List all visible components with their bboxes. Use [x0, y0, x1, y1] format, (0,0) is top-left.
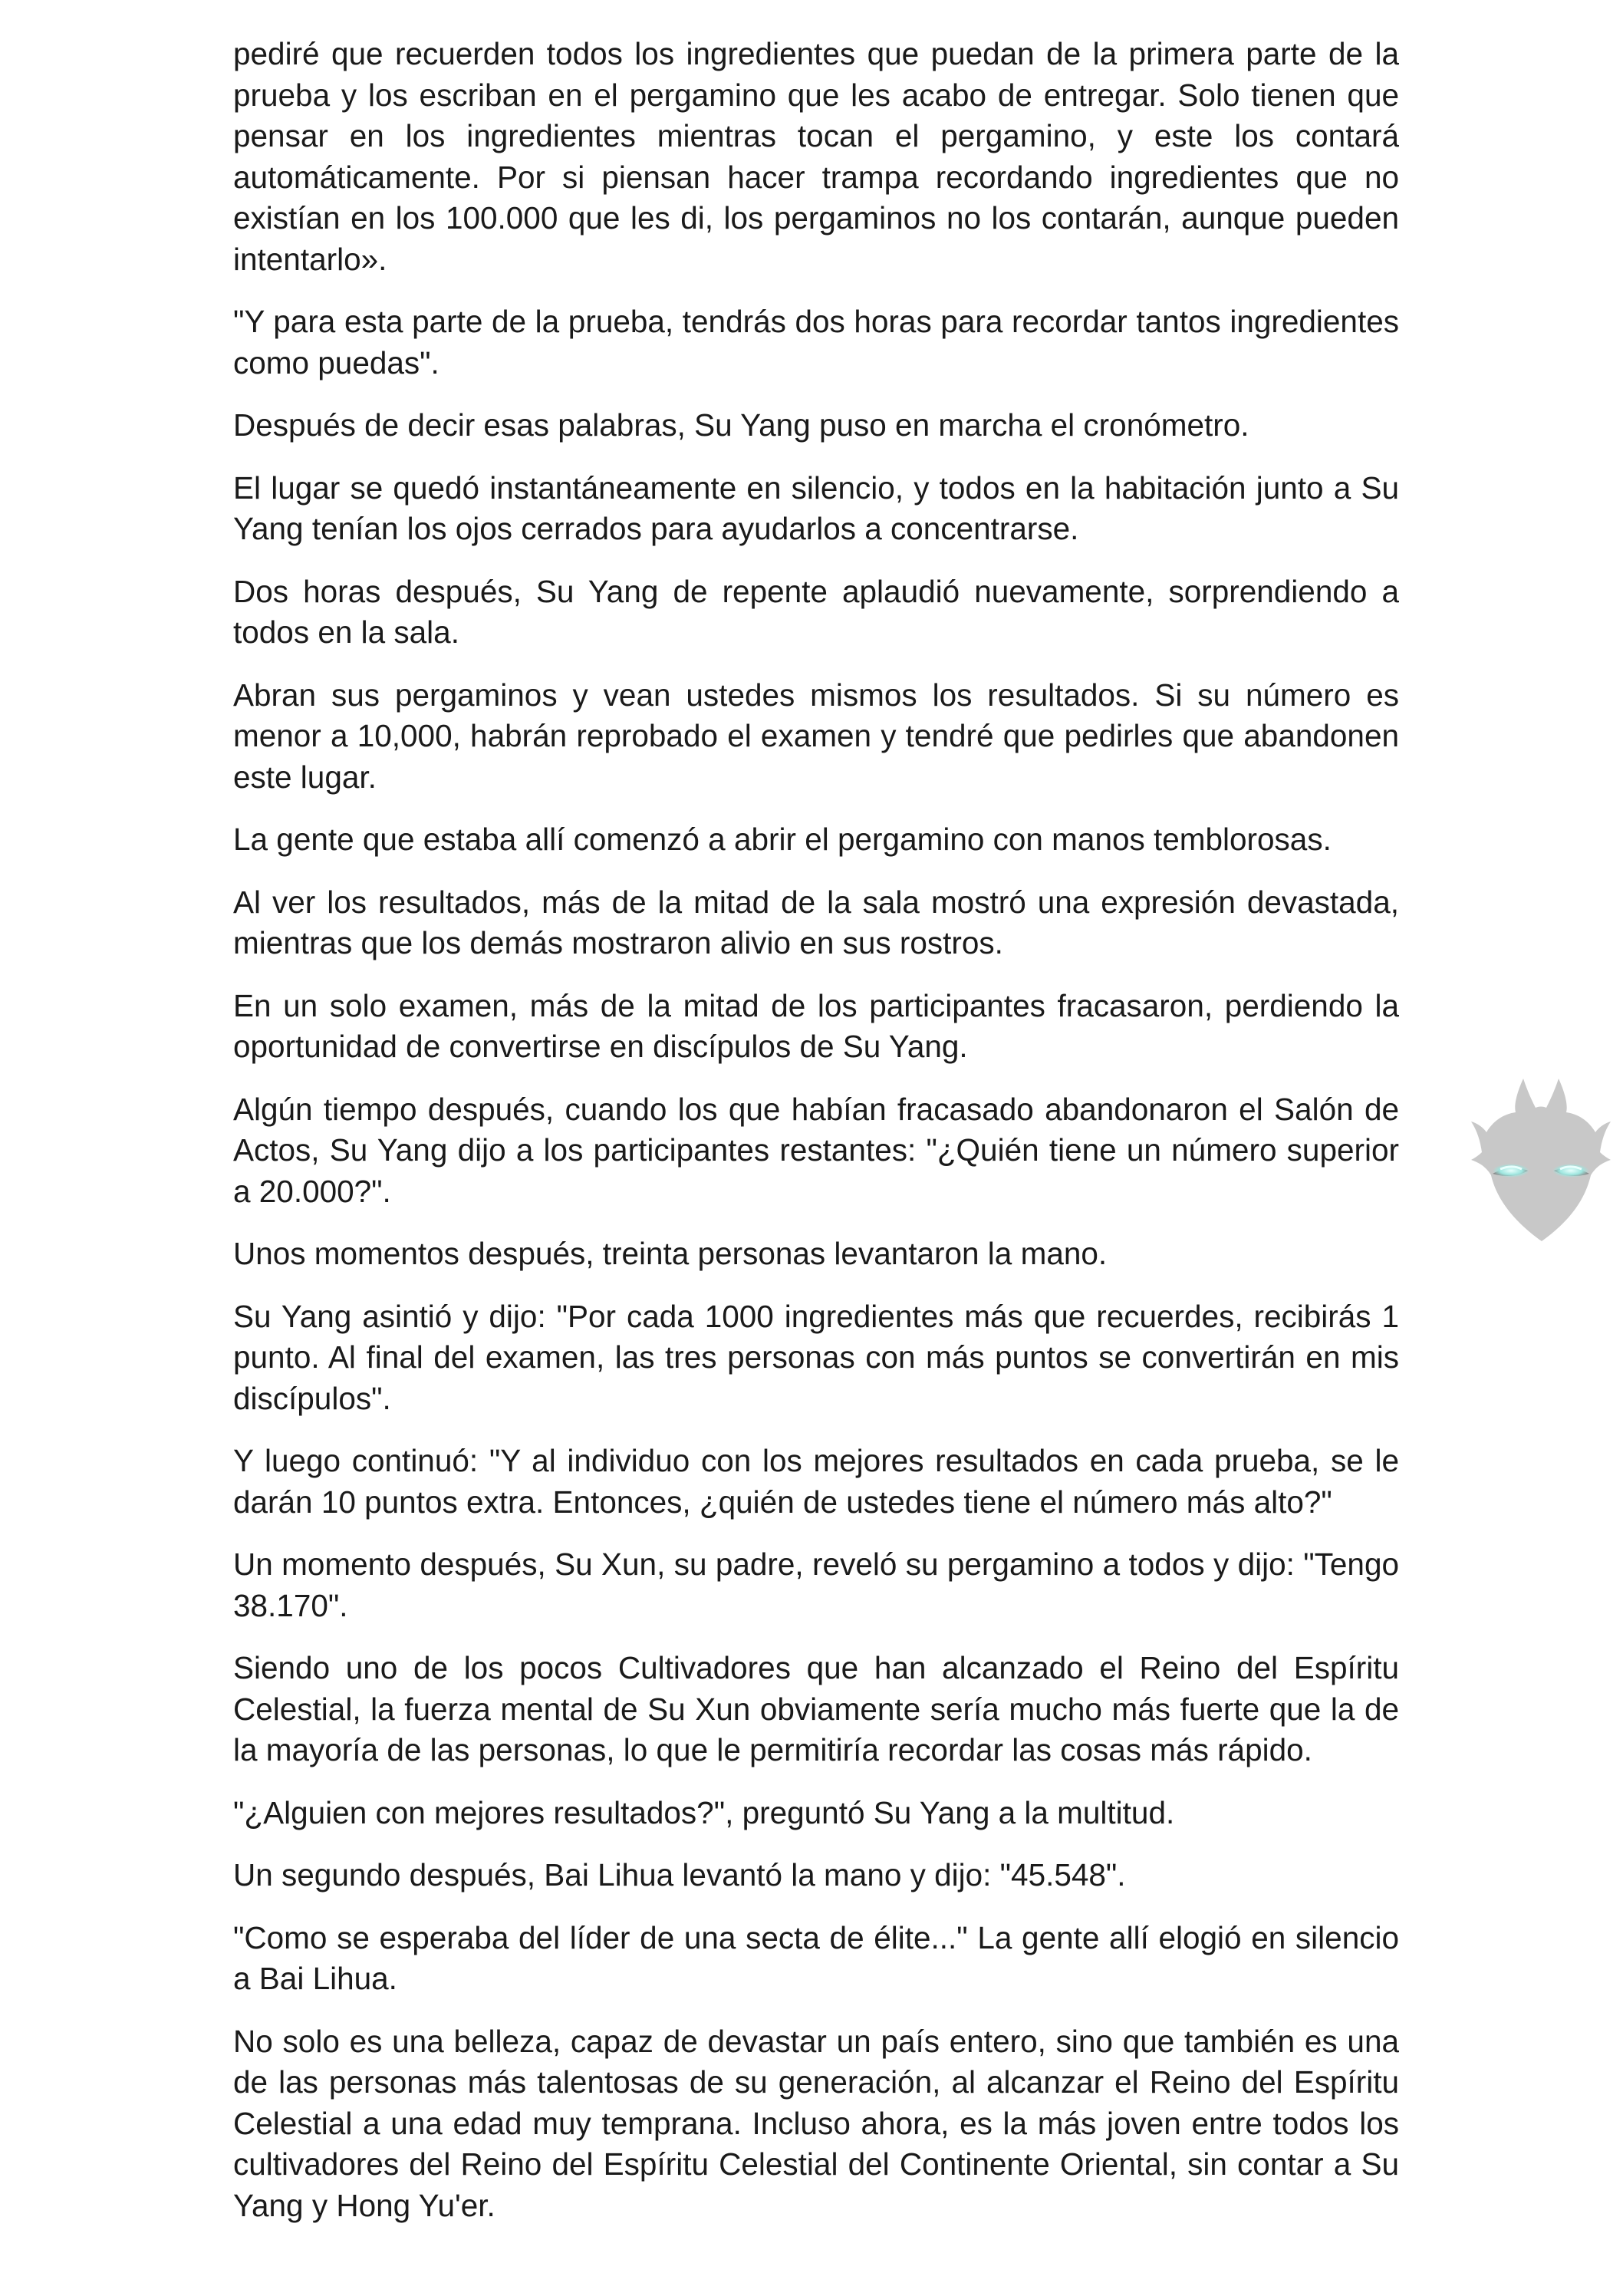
paragraph: Y luego continuó: "Y al individuo con los mejores resultados en cada prueba, se le darán 10 puntos extra. Entonces, ¿quién de ustedes tiene el número más alto?": [233, 1443, 1399, 1520]
paragraph: Dos horas después, Su Yang de repente aplaudió nuevamente, sorprendiendo a todos en la sala.: [233, 573, 1399, 650]
paragraph: El lugar se quedó instantáneamente en silencio, y todos en la habitación junto a Su Yang tenían los ojos cerrados para ayudarlos a concentrarse.: [233, 469, 1399, 546]
paragraph: No solo es una belleza, capaz de devastar un país entero, sino que también es una de las personas más talentosas de su generación, al alcanzar el Reino del Espíritu Celestial a una edad muy temprana. Incluso ahora, es la más joven entre todos los cultivadores del Reino del Espíritu Celestial del Continente Oriental, sin contar a Su Yang y Hong Yu'er.: [233, 2023, 1399, 2223]
paragraph: Después de decir esas palabras, Su Yang puso en marcha el cronómetro.: [233, 407, 1249, 443]
paragraph: "¿Alguien con mejores resultados?", preguntó Su Yang a la multitud.: [233, 1794, 1175, 1830]
document-body: [233, 34, 1399, 2248]
paragraph: Algún tiempo después, cuando los que habían fracasado abandonaron el Salón de Actos, Su Yang dijo a los participantes restantes: "¿Quién tiene un número superior a 20.000?".: [233, 1091, 1399, 1209]
paragraph: pediré que recuerden todos los ingredientes que puedan de la primera parte de la prueba y los escriban en el pergamino que les acabo de entregar. Solo tienen que pensar en los ingredientes mientras tocan el pergamino, y este los contará automáticamente. Por si piensan hacer trampa recordando ingredientes que no existían en los 100.000 que les di, los pergaminos no los contarán, aunque pueden intentarlo».: [233, 36, 1399, 277]
paragraph: "Y para esta parte de la prueba, tendrás dos horas para recordar tantos ingredientes como puedas".: [233, 304, 1399, 380]
paragraph: Siendo uno de los pocos Cultivadores que han alcanzado el Reino del Espíritu Celestial, la fuerza mental de Su Xun obviamente sería mucho más fuerte que la de la mayoría de las personas, lo que le permitiría recordar las cosas más rápido.: [233, 1650, 1399, 1767]
paragraph: Abran sus pergaminos y vean ustedes mismos los resultados. Si su número es menor a 10,000, habrán reprobado el examen y tendré que pedirles que abandonen este lugar.: [233, 677, 1399, 795]
paragraph: En un solo examen, más de la mitad de los participantes fracasaron, perdiendo la oportunidad de convertirse en discípulos de Su Yang.: [233, 987, 1399, 1064]
paragraph: La gente que estaba allí comenzó a abrir el pergamino con manos temblorosas.: [233, 822, 1332, 857]
demon-head-icon: [1470, 1072, 1612, 1243]
paragraph: Al ver los resultados, más de la mitad de la sala mostró una expresión devastada, mientras que los demás mostraron alivio en sus rostros.: [233, 884, 1399, 960]
paragraph: Un momento después, Su Xun, su padre, reveló su pergamino a todos y dijo: "Tengo 38.170".: [233, 1547, 1399, 1623]
paragraph: "Como se esperaba del líder de una secta de élite..." La gente allí elogió en silencio a Bai Lihua.: [233, 1919, 1399, 1996]
paragraph: Unos momentos después, treinta personas levantaron la mano.: [233, 1236, 1108, 1271]
paragraph: Un segundo después, Bai Lihua levantó la mano y dijo: "45.548".: [233, 1857, 1126, 1892]
paragraph: Su Yang asintió y dijo: "Por cada 1000 ingredientes más que recuerdes, recibirás 1 punto. Al final del examen, las tres personas con más puntos se convertirán en mis discípulos".: [233, 1298, 1399, 1416]
